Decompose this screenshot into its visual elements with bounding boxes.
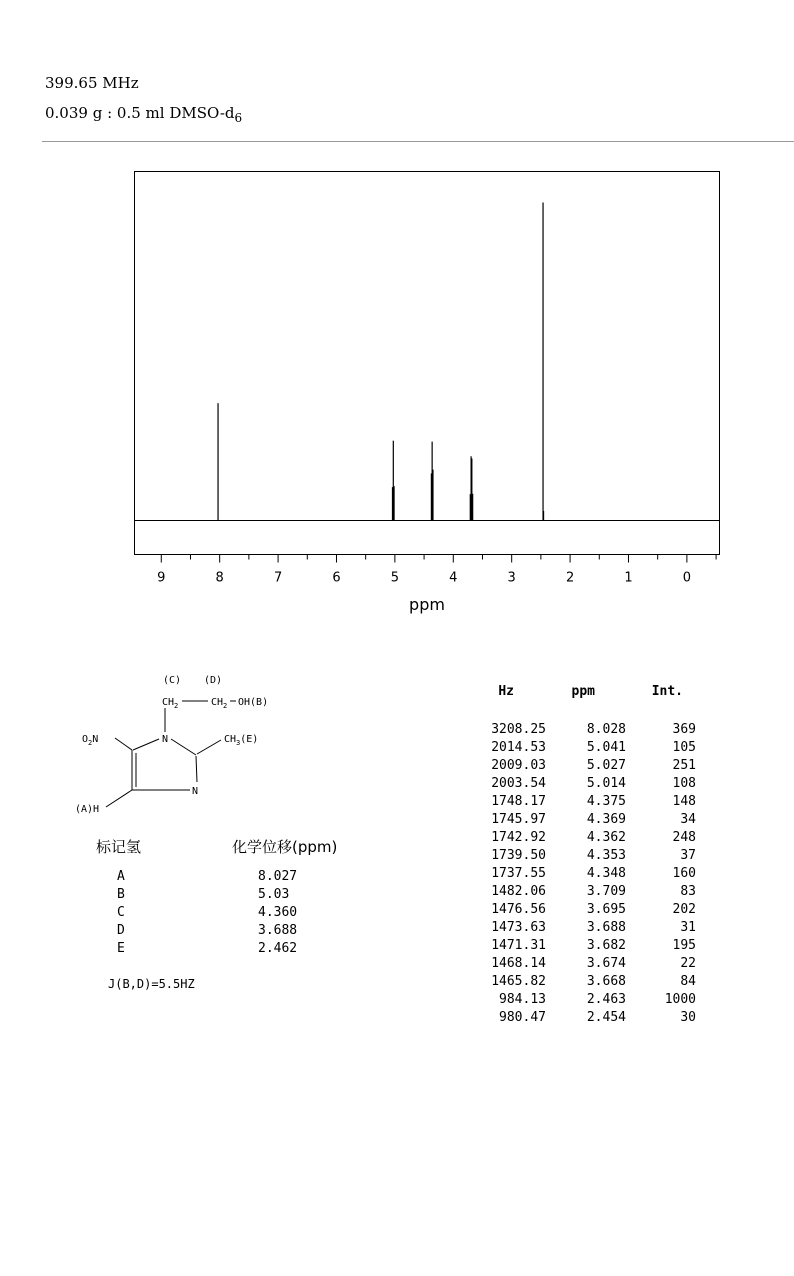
peak-layer (218, 203, 544, 521)
cell-ppm: 3.709 (586, 884, 626, 899)
sample-text: 0.039 g : 0.5 ml DMSO-d (45, 104, 235, 122)
cell-hz: 1465.82 (491, 974, 546, 989)
h-label: (A)H (75, 804, 100, 815)
tick-label: 4 (449, 570, 458, 586)
cell-hz: 2009.03 (491, 758, 546, 773)
cell-int: 195 (672, 938, 696, 953)
cell-int: 84 (680, 974, 696, 989)
peak-table-body (468, 722, 696, 1028)
cell-ppm: 4.348 (586, 866, 626, 881)
cell-int: 202 (672, 902, 696, 917)
cell-ppm: 3.674 (586, 956, 626, 971)
cell-ppm: 8.028 (586, 722, 626, 737)
label-c: (C) (163, 675, 182, 686)
table-row (468, 776, 696, 794)
cell-ppm: 4.353 (586, 848, 626, 863)
cell-hz: 1739.50 (491, 848, 546, 863)
cell-hz: 1748.17 (491, 794, 546, 809)
cell-ppm: 5.027 (586, 758, 626, 773)
cell-hz: 1482.06 (491, 884, 546, 899)
cell-int: 108 (672, 776, 696, 791)
table-row (468, 758, 696, 776)
cell-hz: 1476.56 (491, 902, 546, 917)
plot-frame (135, 172, 720, 555)
tick-label: 0 (682, 570, 692, 586)
tick-label: 6 (332, 570, 341, 586)
assignment-row: D 3.688 (117, 923, 298, 938)
tick-layer (157, 555, 716, 586)
table-row (468, 722, 696, 740)
nitro-group: $O_2N$ (82, 734, 99, 747)
bond-n1-c5 (133, 739, 159, 750)
assignment-header-label: 标记氢 (96, 838, 142, 856)
cell-ppm: 2.463 (586, 992, 626, 1007)
header-ppm: ppm (571, 684, 595, 699)
cell-int: 105 (672, 740, 696, 755)
ring-n3: N (192, 786, 199, 797)
cell-int: 369 (672, 722, 696, 737)
peak-table-header (468, 684, 696, 722)
table-row (468, 830, 696, 848)
table-row (468, 938, 696, 956)
ch2-right: $CH_2$ (211, 697, 228, 710)
bond-c2-methyl (197, 740, 221, 754)
cell-ppm: 5.014 (586, 776, 626, 791)
cell-hz: 980.47 (499, 1010, 546, 1025)
label-d: (D) (204, 675, 223, 686)
cell-ppm: 4.362 (586, 830, 626, 845)
assignment-row: E 2.462 (117, 941, 298, 956)
table-row (468, 848, 696, 866)
cell-int: 34 (680, 812, 696, 827)
cell-int: 30 (680, 1010, 696, 1025)
cell-int: 1000 (664, 992, 696, 1007)
cell-hz: 2014.53 (491, 740, 546, 755)
ring-n1: N (162, 734, 169, 745)
cell-ppm: 5.041 (586, 740, 626, 755)
cell-hz: 1473.63 (491, 920, 546, 935)
cell-ppm: 4.375 (586, 794, 626, 809)
table-row (468, 992, 696, 1010)
tick-label: 8 (215, 570, 224, 586)
peak-table (468, 684, 696, 1028)
tick-label: 2 (565, 570, 575, 586)
header-hz: Hz (498, 684, 514, 699)
cell-int: 160 (672, 866, 696, 881)
cell-hz: 2003.54 (491, 776, 546, 791)
bond-nitro (115, 738, 132, 750)
cell-int: 83 (680, 884, 696, 899)
table-row (468, 1010, 696, 1028)
cell-ppm: 3.668 (586, 974, 626, 989)
table-row (468, 884, 696, 902)
ch2-left: $CH_2$ (162, 697, 179, 710)
assignment-row: A 8.027 (117, 869, 298, 884)
cell-ppm: 3.688 (586, 920, 626, 935)
cell-ppm: 3.682 (586, 938, 626, 953)
table-row (468, 812, 696, 830)
cell-hz: 1471.31 (491, 938, 546, 953)
bond-c4-h (106, 790, 132, 807)
cell-hz: 1737.55 (491, 866, 546, 881)
table-row (468, 866, 696, 884)
header-int: Int. (651, 684, 683, 699)
tick-label: 9 (157, 570, 166, 586)
cell-hz: 3208.25 (491, 722, 546, 737)
cell-int: 251 (672, 758, 696, 773)
tick-label: 7 (273, 570, 283, 586)
bond-c2-n3 (196, 756, 197, 782)
table-row (468, 740, 696, 758)
bonds (106, 701, 236, 807)
cell-hz: 1742.92 (491, 830, 546, 845)
spectrometer-frequency: 399.65 MHz (45, 74, 139, 92)
tick-label: 3 (507, 570, 516, 586)
assignment-row: B 5.03 (117, 887, 290, 902)
table-row (468, 794, 696, 812)
cell-hz: 1745.97 (491, 812, 546, 827)
methyl-group: $CH_3(E)$ (224, 734, 259, 747)
assignment-table (117, 869, 297, 959)
cell-int: 37 (680, 848, 696, 863)
coupling-constant: J(B,D)=5.5HZ (108, 977, 195, 991)
table-row (468, 920, 696, 938)
solvent-subscript: 6 (234, 111, 243, 125)
assignment-header-shift: 化学位移(ppm) (232, 838, 338, 856)
table-row (468, 956, 696, 974)
cell-ppm: 4.369 (586, 812, 626, 827)
table-row (468, 974, 696, 992)
bond-n1-c2 (171, 739, 196, 755)
cell-int: 22 (680, 956, 696, 971)
tick-label: 5 (390, 570, 400, 586)
cell-ppm: 2.454 (586, 1010, 626, 1025)
x-axis-label: ppm (409, 595, 445, 614)
cell-hz: 984.13 (499, 992, 546, 1007)
cell-hz: 1468.14 (491, 956, 546, 971)
molecule-structure (70, 670, 370, 820)
assignment-row: C 4.360 (117, 905, 298, 920)
cell-int: 248 (672, 830, 696, 845)
table-row (468, 902, 696, 920)
cell-int: 31 (680, 920, 696, 935)
tick-label: 1 (624, 570, 633, 586)
cell-ppm: 3.695 (586, 902, 626, 917)
hydroxyl: OH(B) (238, 697, 269, 708)
cell-int: 148 (672, 794, 696, 809)
